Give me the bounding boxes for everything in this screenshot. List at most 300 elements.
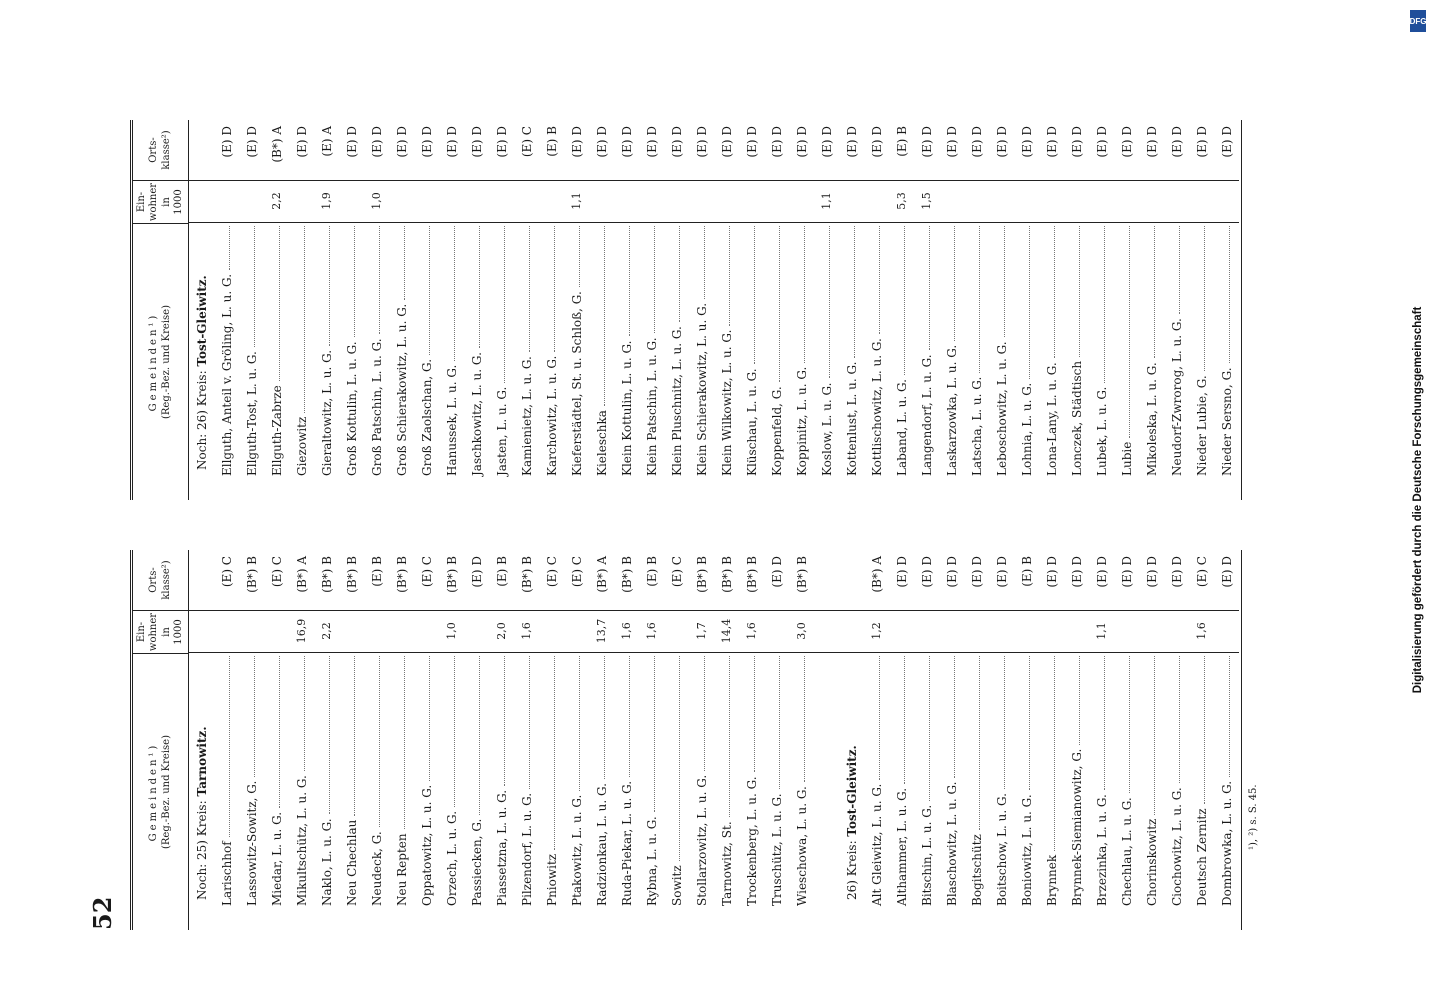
einwohner-value: 1,0 (370, 192, 383, 210)
leader-dots (953, 656, 955, 778)
table-body (189, 120, 1239, 500)
leader-dots (1128, 656, 1130, 793)
table-row (664, 550, 689, 930)
gemeinde-name: Lubie (1119, 441, 1134, 476)
gemeinde-name: Alt Gleiwitz, L. u. G. (869, 783, 884, 906)
row-name-cell (620, 222, 634, 500)
header-einwohner-4: 1000 (173, 619, 184, 645)
gemeinde-name: Pilzendorf, L. u. G. (519, 792, 534, 906)
leader-dots (353, 226, 355, 337)
ortsklasse-value: (E) D (419, 126, 434, 158)
ortsklasse-value: (E) D (1069, 556, 1084, 588)
section-kreis: Tost-Gleiwitz. (194, 275, 209, 367)
header-gemeinden (133, 654, 188, 930)
table-row (614, 550, 639, 930)
ortsklasse-value: (E) D (919, 556, 934, 588)
row-name-cell (1120, 222, 1134, 500)
ortsklasse-value: (B*) B (619, 556, 634, 593)
row-name-cell (945, 222, 959, 500)
row-name-cell (895, 652, 909, 930)
row-name-cell (495, 222, 509, 500)
leader-dots (853, 226, 855, 358)
ortsklasse-value: (E) D (394, 126, 409, 158)
ortsklasse-value: (E) D (869, 126, 884, 158)
gemeinde-name: Neudorf-Zwrorog, L. u. G. (1169, 318, 1184, 476)
gemeinde-name: Kamienietz, L. u. G. (519, 356, 534, 476)
row-name-cell (345, 222, 359, 500)
ortsklasse-value: (E) D (1044, 556, 1059, 588)
table-row (739, 550, 764, 930)
row-name-cell (570, 222, 584, 500)
section2-prefix: 26) Kreis: (844, 840, 859, 900)
einwohner-value: 1,1 (570, 192, 583, 210)
leader-dots (403, 226, 405, 300)
table-row (314, 550, 339, 930)
gemeinde-name: Klein Wilkowitz, L. u. G. (719, 329, 734, 476)
table-row (289, 550, 314, 930)
ortsklasse-value: (B*) B (519, 556, 534, 593)
header-ortsklasse-2: klasse²) (160, 560, 172, 600)
leader-dots (628, 226, 630, 337)
row-name-cell (645, 222, 659, 500)
ortsklasse-value: (B*) B (794, 556, 809, 593)
ortsklasse-value: (E) D (944, 126, 959, 158)
ortsklasse-value: (E) D (1069, 126, 1084, 158)
table-row (414, 550, 439, 930)
section-heading-2 (839, 550, 864, 930)
gemeinde-name: Ptakowitz, L. u. G. (569, 794, 584, 906)
ortsklasse-value: (B*) B (344, 556, 359, 593)
row-name-cell (745, 652, 759, 930)
section-prefix: Noch: 26) Kreis: (194, 370, 209, 470)
table-row (539, 120, 564, 500)
table-row (964, 120, 989, 500)
ortsklasse-value: (E) D (444, 126, 459, 158)
ortsklasse-value: (E) D (919, 126, 934, 158)
gemeinde-name: Klein Pluschnitz, L. u. G. (669, 326, 684, 476)
ortsklasse-value: (E) D (1094, 556, 1109, 588)
leader-dots (478, 226, 480, 348)
leader-dots (378, 226, 380, 334)
gemeinde-name: Trockenberg, L. u. G. (744, 776, 759, 906)
gemeinde-name: Wieschowa, L. u. G. (794, 786, 809, 906)
table-row (389, 550, 414, 930)
leader-dots (1028, 656, 1030, 790)
ortsklasse-value: (E) B (644, 556, 659, 587)
ortsklasse-value: (E) D (1094, 126, 1109, 158)
gemeinde-name: Larischhof (219, 841, 234, 906)
gemeinde-name: Mikultschütz, L. u. G. (294, 775, 309, 906)
table-row (1164, 120, 1189, 500)
gemeinde-name: Groß Schierakowitz, L. u. G. (394, 303, 409, 476)
table-row (339, 550, 364, 930)
gemeinde-name: Laskarzowka, L. u. G. (944, 344, 959, 476)
leader-dots (278, 226, 280, 381)
gemeinde-name: Groß Zaolschan, G. (419, 358, 434, 476)
ortsklasse-value: (B*) B (444, 556, 459, 593)
leader-dots (903, 656, 905, 784)
table-row (464, 550, 489, 930)
table-row (589, 550, 614, 930)
leader-dots (928, 226, 930, 350)
row-name-cell (345, 652, 359, 930)
row-name-cell (995, 222, 1009, 500)
row-name-cell (395, 222, 409, 500)
table-row (539, 550, 564, 930)
ortsklasse-value: (E) D (794, 126, 809, 158)
leader-dots (878, 656, 880, 780)
einwohner-value: 13,7 (595, 618, 608, 644)
ortsklasse-value: (E) D (369, 126, 384, 158)
row-name-cell (695, 222, 709, 500)
gemeinde-name: Ellguth-Zabrze (269, 385, 284, 476)
einwohner-value: 2,0 (495, 622, 508, 640)
row-name-cell (370, 222, 384, 500)
ortsklasse-value: (E) D (1144, 556, 1159, 588)
row-name-cell (270, 222, 284, 500)
row-name-cell (470, 222, 484, 500)
leader-dots (1203, 656, 1205, 804)
leader-dots (1003, 656, 1005, 789)
gemeinde-name: Boitschow, L. u. G. (994, 793, 1009, 906)
einwohner-value: 2,2 (320, 622, 333, 640)
table-row (639, 550, 664, 930)
section-heading (189, 550, 214, 930)
table-row (1114, 550, 1139, 930)
leader-dots (553, 656, 555, 850)
header-einwohner-4: 1000 (173, 189, 184, 215)
header-einwohner-2: wohner (148, 612, 159, 652)
ortsklasse-value: (B*) B (719, 556, 734, 593)
leader-dots (278, 656, 280, 808)
ortsklasse-value: (E) D (1219, 556, 1234, 588)
table-row (364, 120, 389, 500)
row-name-cell (695, 652, 709, 930)
row-name-cell (720, 222, 734, 500)
table-row (1039, 550, 1064, 930)
ortsklasse-value: (E) D (719, 126, 734, 158)
leader-dots (828, 226, 830, 379)
einwohner-value: 1,1 (820, 192, 833, 210)
row-name-cell (820, 222, 834, 500)
einwohner-value: 1,6 (745, 622, 758, 640)
ortsklasse-value: (E) D (294, 126, 309, 158)
table-row (1089, 550, 1114, 930)
gemeinde-name: Rybna, L. u. G. (644, 816, 659, 906)
ortsklasse-value: (E) B (369, 556, 384, 587)
leader-dots (428, 656, 430, 781)
table-row (1139, 120, 1164, 500)
leader-dots (1078, 226, 1080, 357)
table-row (314, 120, 339, 500)
table-row (289, 120, 314, 500)
header-einwohner (133, 611, 188, 654)
gemeinde-name: Klein Kottulin, L. u. G. (619, 340, 634, 476)
ortsklasse-value: (E) C (569, 556, 584, 588)
row-name-cell (420, 222, 434, 500)
gemeinde-name: Lohnia, L. u. G. (1019, 382, 1034, 476)
row-name-cell (320, 222, 334, 500)
leader-dots (1053, 656, 1055, 851)
gemeinde-name: Nieder Sersno, G. (1219, 367, 1234, 476)
row-name-cell (795, 222, 809, 500)
ortsklasse-value: (E) D (1119, 556, 1134, 588)
ortsklasse-value: (E) D (1019, 126, 1034, 158)
table-row (939, 550, 964, 930)
table-row (889, 550, 914, 930)
header-einwohner-2: wohner (148, 182, 159, 222)
leader-dots (778, 226, 780, 382)
ortsklasse-value: (B*) A (869, 556, 884, 593)
row-name-cell (770, 652, 784, 930)
row-name-cell (445, 222, 459, 500)
leader-dots (1028, 226, 1030, 379)
leader-dots (503, 656, 505, 786)
header-gemeinden-title: Gemeinden¹) (148, 742, 159, 842)
ortsklasse-value: (B*) B (319, 556, 334, 593)
row-name-cell (795, 652, 809, 930)
ortsklasse-value: (B*) A (594, 556, 609, 593)
leader-dots (553, 226, 555, 352)
page-number: 52 (88, 896, 117, 930)
digitization-note (1406, 0, 1430, 1000)
gemeinde-name: Klein Patschin, L. u. G. (644, 337, 659, 476)
gemeinde-name: Boniowitz, L. u. G. (1019, 794, 1034, 906)
gemeinde-name: Neu Chechlau (344, 819, 359, 906)
row-name-cell (995, 652, 1009, 930)
einwohner-value: 1,6 (620, 622, 633, 640)
leader-dots (503, 226, 505, 383)
table-row (1139, 550, 1164, 930)
leader-dots (453, 656, 455, 807)
leader-dots (678, 656, 680, 861)
row-name-cell (1045, 222, 1059, 500)
ortsklasse-value: (E) D (994, 556, 1009, 588)
row-name-cell (495, 652, 509, 930)
einwohner-value: 1,7 (695, 622, 708, 640)
leader-dots (753, 226, 755, 364)
leader-dots (1053, 226, 1055, 358)
table-row (889, 120, 914, 500)
ortsklasse-value: (E) D (969, 556, 984, 588)
row-name-cell (395, 652, 409, 930)
row-name-cell (520, 652, 534, 930)
gemeinde-name: Langendorf, L. u. G. (919, 354, 934, 476)
ortsklasse-value: (E) D (744, 126, 759, 158)
table-row (639, 120, 664, 500)
table-row (589, 120, 614, 500)
ortsklasse-value: (E) C (519, 126, 534, 158)
table-row (439, 120, 464, 500)
row-name-cell (1020, 222, 1034, 500)
digitization-text: Digitalisierung gefördert durch die Deutsche Forschungsgemeinschaft (1412, 306, 1424, 694)
row-name-cell (1095, 652, 1109, 930)
table-row (914, 550, 939, 930)
ortsklasse-value: (E) D (219, 126, 234, 158)
header-gemeinden-title: Gemeinden¹) (148, 312, 159, 412)
table-row (789, 120, 814, 500)
gemeinde-name: Ciochowitz, L. u. G. (1169, 787, 1184, 906)
table-row (1189, 550, 1214, 930)
ortsklasse-value: (E) C (544, 556, 559, 588)
leader-dots (253, 656, 255, 777)
gemeinde-name: Bogitschütz (969, 834, 984, 906)
gemeinde-name: Neu Repten (394, 833, 409, 906)
row-name-cell (270, 652, 284, 930)
ortsklasse-value: (E) D (769, 556, 784, 588)
einwohner-value: 2,2 (270, 192, 283, 210)
gemeinde-name: Bitschin, L. u. G. (919, 804, 934, 906)
section-kreis: Tarnowitz. (194, 726, 209, 797)
row-name-cell (870, 652, 884, 930)
ortsklasse-value: (E) D (944, 556, 959, 588)
leader-dots (1103, 656, 1105, 790)
header-ortsklasse (133, 550, 188, 611)
ortsklasse-value: (E) D (1144, 126, 1159, 158)
leader-dots (803, 226, 805, 363)
row-name-cell (295, 222, 309, 500)
row-name-cell (1220, 652, 1234, 930)
row-name-cell (870, 222, 884, 500)
table-row (689, 550, 714, 930)
header-ortsklasse-1: Orts- (148, 567, 159, 593)
row-name-cell (1220, 222, 1234, 500)
gemeinde-name: Leboschowitz, L. u. G. (994, 341, 1009, 476)
ortsklasse-value: (E) D (994, 126, 1009, 158)
leader-dots (728, 656, 730, 817)
ortsklasse-value: (B*) B (244, 556, 259, 593)
leader-dots (578, 226, 580, 287)
einwohner-value: 3,0 (795, 622, 808, 640)
row-name-cell (970, 222, 984, 500)
row-name-cell (1145, 652, 1159, 930)
header-einwohner-3: in (160, 627, 172, 637)
row-name-cell (770, 222, 784, 500)
table-row (714, 120, 739, 500)
gemeinde-name: Klein Schierakowitz, L. u. G. (694, 302, 709, 476)
leader-dots (1153, 226, 1155, 358)
row-name-cell (295, 652, 309, 930)
section2-kreis: Tost-Gleiwitz. (844, 745, 859, 837)
leader-dots (453, 226, 455, 361)
leader-dots (803, 656, 805, 782)
row-name-cell (895, 222, 909, 500)
leader-dots (378, 656, 380, 827)
table-row (214, 550, 239, 930)
header-ortsklasse (133, 120, 188, 181)
row-name-cell (670, 222, 684, 500)
gemeinde-name: Groß Kottulin, L. u. G. (344, 341, 359, 476)
leader-dots (1103, 226, 1105, 383)
header-gemeinden (133, 224, 188, 500)
ortsklasse-value: (E) D (769, 126, 784, 158)
table-row (489, 120, 514, 500)
row-name-cell (1070, 222, 1084, 500)
gemeinde-name: Karchowitz, L. u. G. (544, 355, 559, 476)
row-name-cell (595, 652, 609, 930)
ortsklasse-value: (E) D (1219, 126, 1234, 158)
right-table (130, 120, 1242, 500)
gemeinde-name: Pniowitz (544, 853, 559, 906)
table-body (189, 550, 1239, 930)
table-row (714, 550, 739, 930)
ortsklasse-value: (E) D (894, 556, 909, 588)
table-row (1014, 550, 1039, 930)
ortsklasse-value: (E) C (669, 556, 684, 588)
gemeinde-name: Piassetzna, L. u. G. (494, 789, 509, 906)
ortsklasse-value: (E) C (419, 556, 434, 588)
footnote: ¹), ²) s. S. 45. (1248, 784, 1259, 850)
leader-dots (953, 226, 955, 341)
row-name-cell (745, 222, 759, 500)
table-header (130, 120, 189, 500)
table-row (739, 120, 764, 500)
gemeinde-name: Kieferstädtel, St. u. Schloß, G. (569, 291, 584, 476)
gemeinde-name: Koppinitz, L. u. G. (794, 366, 809, 476)
einwohner-value: 1,6 (520, 622, 533, 640)
ortsklasse-value: (E) D (619, 126, 634, 158)
table-row (339, 120, 364, 500)
leader-dots (978, 226, 980, 373)
gemeinde-name: Laband, L. u. G. (894, 379, 909, 476)
gemeinde-name: Hanussek, L. u. G. (444, 364, 459, 476)
table-row (364, 550, 389, 930)
header-ortsklasse-2: klasse²) (160, 130, 172, 170)
gemeinde-name: Deutsch Zernitz (1194, 808, 1209, 906)
ortsklasse-value: (E) D (469, 126, 484, 158)
ortsklasse-value: (E) B (494, 556, 509, 587)
ortsklasse-value: (E) D (969, 126, 984, 158)
gemeinde-name: Giezowitz (294, 416, 309, 476)
ortsklasse-value: (E) D (1194, 126, 1209, 158)
leader-dots (1003, 226, 1005, 337)
gemeinde-name: Ruda-Piekar, L. u. G. (619, 780, 634, 906)
ortsklasse-value: (E) D (344, 126, 359, 158)
table-row (464, 120, 489, 500)
row-name-cell (1120, 652, 1134, 930)
leader-dots (328, 226, 330, 346)
gemeinde-name: Brynnek (1044, 854, 1059, 906)
gemeinde-name: Tarnowitz, St. (719, 821, 734, 906)
gemeinde-name: Kottlischowitz, L. u. G. (869, 338, 884, 476)
row-name-cell (970, 652, 984, 930)
gemeinde-name: Brzezinka, L. u. G. (1094, 794, 1109, 906)
leader-dots (628, 656, 630, 777)
gemeinde-name: Stollarzowitz, L. u. G. (694, 774, 709, 906)
gemeinde-name: Brynnek-Siemianowitz, G. (1069, 748, 1084, 906)
row-name-cell (420, 652, 434, 930)
leader-dots (353, 656, 355, 816)
leader-dots (1178, 656, 1180, 783)
leader-dots (778, 656, 780, 789)
ortsklasse-value: (E) D (644, 126, 659, 158)
gemeinde-name: Lubek, L. u. G. (1094, 386, 1109, 476)
table-row (689, 120, 714, 500)
ortsklasse-value: (E) D (819, 126, 834, 158)
leader-dots (253, 226, 255, 347)
gemeinde-name: Kottenlust, L. u. G. (844, 361, 859, 476)
leader-dots (1078, 656, 1080, 745)
ortsklasse-value: (E) B (894, 126, 909, 157)
leader-dots (753, 656, 755, 772)
table-row (764, 120, 789, 500)
gemeinde-name: Koslow, L. u. G. (819, 382, 834, 476)
gemeinde-name: Mikoleska, L. u. G. (1144, 362, 1159, 476)
einwohner-value: 5,3 (895, 192, 908, 210)
gemeinde-name: Althammer, L. u. G. (894, 787, 909, 906)
leader-dots (303, 226, 305, 413)
row-name-cell (1045, 652, 1059, 930)
